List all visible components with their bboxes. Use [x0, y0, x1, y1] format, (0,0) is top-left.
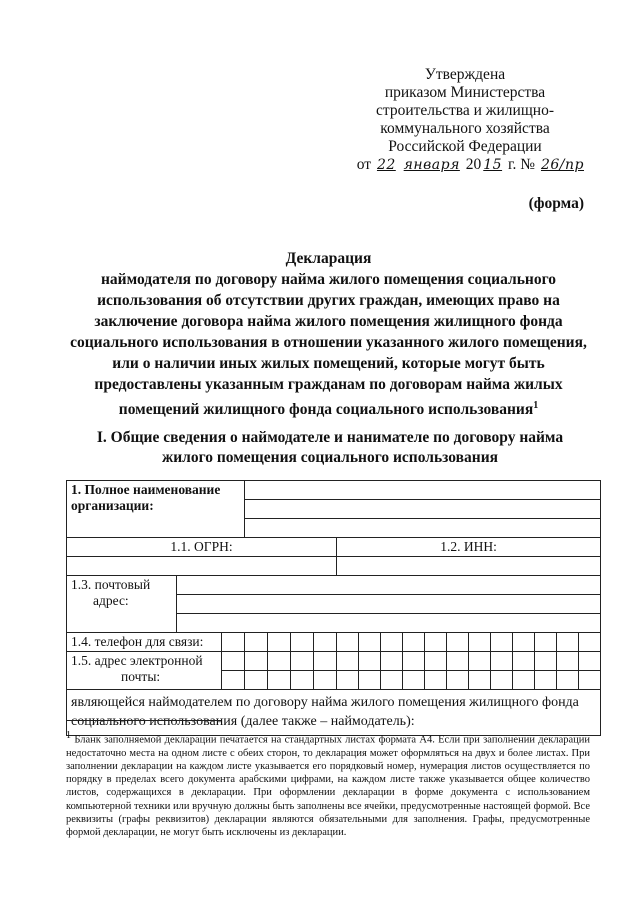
approval-line-5: Российской Федерации: [388, 138, 542, 155]
date-prefix: от: [356, 156, 372, 173]
phone-cell[interactable]: [579, 633, 601, 652]
email-cell[interactable]: [314, 652, 337, 671]
approval-line-4: коммунального хозяйства: [380, 120, 550, 137]
phone-cell[interactable]: [245, 633, 268, 652]
postal-address-label: [67, 576, 177, 633]
org-name-label: 1. Полное наименование организации:: [67, 481, 245, 538]
email-cell[interactable]: [314, 671, 337, 690]
email-cell[interactable]: [291, 671, 314, 690]
phone-cell[interactable]: [491, 633, 513, 652]
email-label-2: почты:: [121, 669, 161, 684]
phone-cell[interactable]: [447, 633, 469, 652]
org-name-field-1[interactable]: [245, 481, 601, 500]
email-cell[interactable]: [245, 652, 268, 671]
approval-date-line: [340, 156, 590, 174]
phone-cell[interactable]: [513, 633, 535, 652]
date-year: 15: [483, 157, 503, 173]
email-cell[interactable]: [535, 671, 557, 690]
email-cell[interactable]: [359, 652, 381, 671]
approval-line-3: строительства и жилищно-: [376, 102, 554, 119]
phone-cell[interactable]: [337, 633, 359, 652]
email-cell[interactable]: [469, 671, 491, 690]
phone-cell[interactable]: [291, 633, 314, 652]
email-cell[interactable]: [359, 671, 381, 690]
org-name-field-2[interactable]: [245, 500, 601, 519]
phone-cell[interactable]: [268, 633, 291, 652]
approval-line-2: приказом Министерства: [384, 84, 546, 101]
email-cell[interactable]: [557, 671, 579, 690]
phone-cell[interactable]: [403, 633, 425, 652]
email-cell[interactable]: [513, 652, 535, 671]
date-month: января: [403, 157, 460, 173]
email-cell[interactable]: [579, 671, 601, 690]
email-cell[interactable]: [425, 652, 447, 671]
phone-cell[interactable]: [314, 633, 337, 652]
postal-address-label-1: 1.3. почтовый: [71, 577, 151, 592]
title-heading: Декларация: [285, 250, 372, 267]
document-title: [66, 248, 591, 420]
date-year-prefix: 20: [465, 156, 482, 173]
phone-cell[interactable]: [469, 633, 491, 652]
email-cell[interactable]: [425, 671, 447, 690]
form-label: (форма): [528, 195, 584, 212]
email-cell[interactable]: [337, 671, 359, 690]
ogrn-label: 1.1. ОГРН:: [67, 538, 337, 557]
email-cell[interactable]: [579, 652, 601, 671]
date-suffix: г. №: [507, 156, 536, 173]
postal-address-field-1[interactable]: [177, 576, 601, 595]
postal-address-field-2[interactable]: [177, 595, 601, 614]
approval-block: [340, 66, 590, 174]
email-cell[interactable]: [403, 671, 425, 690]
postal-address-field-3[interactable]: [177, 614, 601, 633]
email-cell[interactable]: [291, 652, 314, 671]
email-cell[interactable]: [222, 671, 245, 690]
email-cell[interactable]: [557, 652, 579, 671]
date-day: 22: [376, 157, 396, 173]
landlord-statement: являющейся наймодателем по договору найма жилого помещения жилищного фонда социального использования (далее также – наймодатель):: [67, 690, 601, 736]
email-cell[interactable]: [268, 671, 291, 690]
phone-cell[interactable]: [425, 633, 447, 652]
title-footnote-mark: 1: [533, 400, 539, 411]
org-name-field-3[interactable]: [245, 519, 601, 538]
email-cell[interactable]: [337, 652, 359, 671]
email-cell[interactable]: [513, 671, 535, 690]
email-cell[interactable]: [447, 652, 469, 671]
email-cell[interactable]: [403, 652, 425, 671]
approval-line-1: Утверждена: [424, 66, 506, 83]
email-cell[interactable]: [447, 671, 469, 690]
email-label-1: 1.5. адрес электронной: [71, 653, 203, 668]
section-title: I. Общие сведения о наймодателе и нанимателе по договору найма жилого помещения социального использования: [96, 429, 564, 466]
phone-label: 1.4. телефон для связи:: [67, 633, 222, 652]
title-body: наймодателя по договору найма жилого помещения социального использования об отсутствии других граждан, имеющих право на заключение договора найма жилого помещения жилищного фонда социального использования в отношении указанного жилого помещения, или о наличии иных жилых помещений, которые могут быть предоставлены указанным гражданам по договорам найма жилых помещений жилищного фонда социального использования: [70, 271, 587, 419]
footnote-text: Бланк заполняемой декларации печатается на стандартных листах формата А4. Если при заполнении декларации недостаточно места на одном листе с обеих сторон, то декларация может оформляться на двух и более листах. При заполнении декларации на каждом листе указывается его порядковый номер, нумерация листов осуществляется по порядку в пределах всего документа арабскими цифрами, на каждом листе также указывается общее количество листов, содержащихся в декларации. При оформлении декларации в форме документа с использованием компьютерной техники или вручную должны быть заполнены все ячейки, предусмотренные настоящей формой. Все реквизиты (графы реквизитов) декларации являются обязательными для заполнения. Графы, предусмотренные формой декларации, не могут быть исключены из декларации.: [66, 734, 591, 838]
footnote-divider: [66, 720, 221, 721]
postal-address-label-2: адрес:: [93, 593, 129, 608]
footnote-mark: 1: [66, 730, 71, 741]
email-cell[interactable]: [469, 652, 491, 671]
email-cell[interactable]: [535, 652, 557, 671]
email-cell[interactable]: [268, 652, 291, 671]
footnote: [66, 729, 590, 839]
order-number: 26/пр: [540, 157, 584, 173]
inn-label: 1.2. ИНН:: [337, 538, 601, 557]
phone-cell[interactable]: [222, 633, 245, 652]
email-cell[interactable]: [381, 671, 403, 690]
phone-cell[interactable]: [381, 633, 403, 652]
email-cell[interactable]: [222, 652, 245, 671]
email-cell[interactable]: [381, 652, 403, 671]
email-label: [67, 652, 222, 690]
phone-cell[interactable]: [557, 633, 579, 652]
general-info-table: [66, 480, 601, 736]
email-cell[interactable]: [491, 652, 513, 671]
email-cell[interactable]: [491, 671, 513, 690]
phone-cell[interactable]: [535, 633, 557, 652]
ogrn-field[interactable]: [67, 557, 337, 576]
email-cell[interactable]: [245, 671, 268, 690]
phone-cell[interactable]: [359, 633, 381, 652]
inn-field[interactable]: [337, 557, 601, 576]
